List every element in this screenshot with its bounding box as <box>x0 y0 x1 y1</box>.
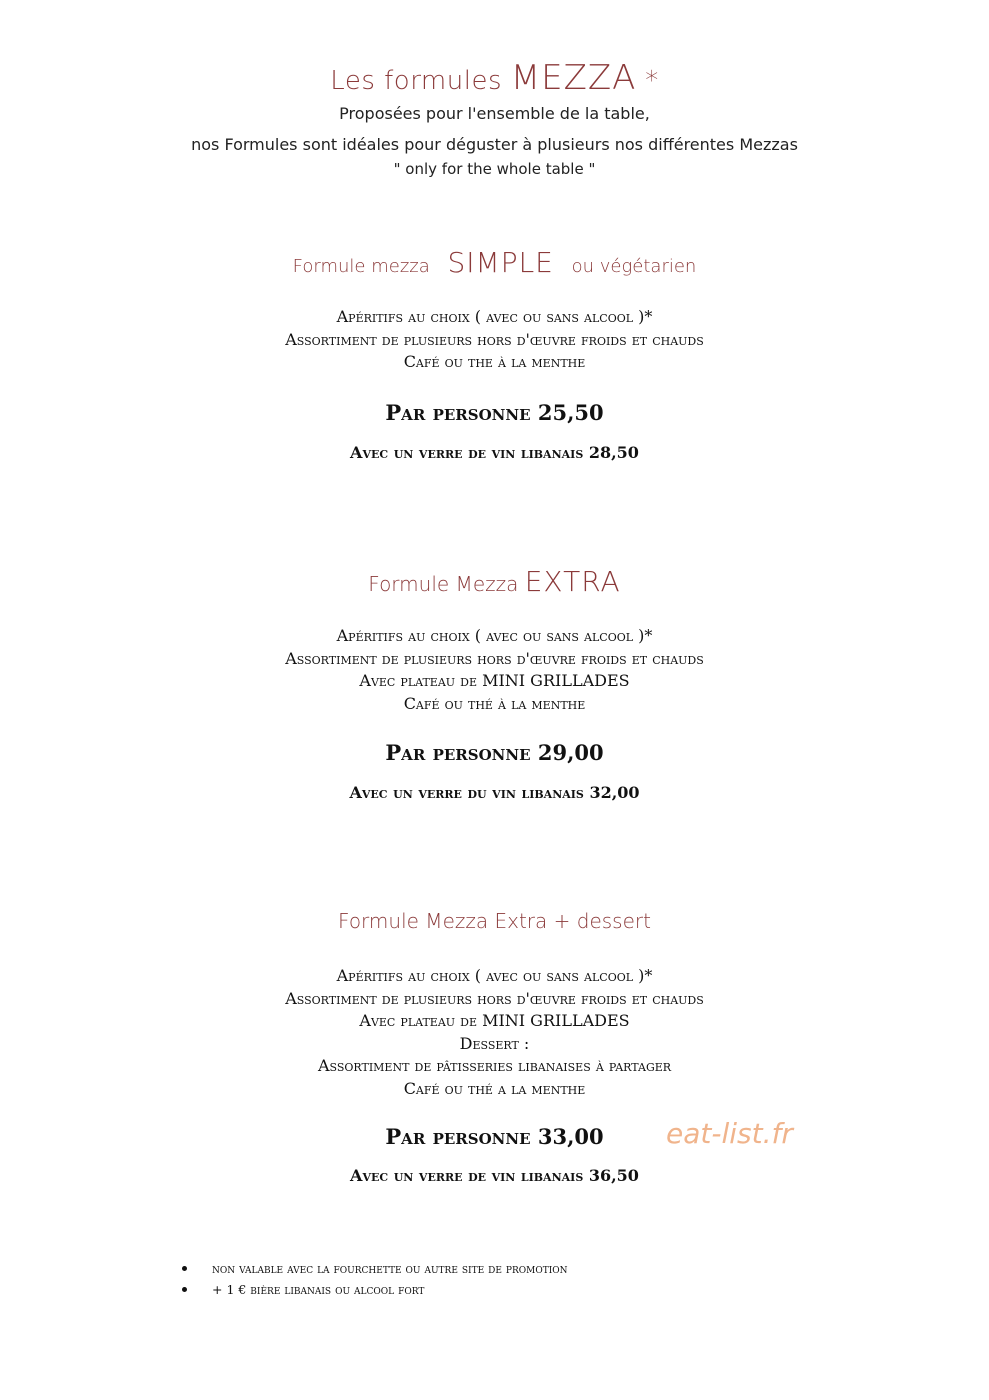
formula-extra-items <box>0 625 989 715</box>
menu-item: Dessert : <box>459 1033 530 1053</box>
intro-line-1: Proposées pour l'ensemble de la table, <box>339 104 650 123</box>
watermark: eat-list.fr <box>666 1117 793 1150</box>
footnote-text: + 1 € bière libanais ou alcool fort <box>212 1282 425 1297</box>
formula-extra-dessert-price: Par personne 33,00 <box>385 1124 604 1149</box>
formula-extra-title-prefix: Formule Mezza <box>368 572 519 596</box>
formula-simple-price: Par personne 25,50 <box>385 400 604 425</box>
page-title <box>0 58 989 98</box>
menu-item: Assortiment de plusieurs hors d'œuvre froids et chauds <box>285 329 704 349</box>
formula-extra-dessert-items <box>0 965 989 1100</box>
menu-item: Café ou the à la menthe <box>403 352 586 371</box>
menu-item: Assortiment de pâtisseries libanaises à partager <box>317 1056 672 1075</box>
footnote-text: non valable avec la fourchette ou autre site de promotion <box>212 1261 568 1276</box>
menu-item: Apéritifs au choix ( avec ou sans alcool )* <box>336 966 653 985</box>
menu-item: Avec plateau de MINI GRILLADES <box>359 1011 630 1030</box>
formula-simple-title-suffix: ou végétarien <box>571 256 697 277</box>
page-title-suffix: * <box>645 66 659 96</box>
formula-simple-title-prefix: Formule mezza <box>292 256 430 277</box>
formula-simple-wine-price: Avec un verre de vin libanais 28,50 <box>350 443 639 462</box>
menu-item: Avec plateau de MINI GRILLADES <box>359 671 630 690</box>
bullet-icon <box>182 1287 187 1292</box>
footnote-item <box>180 1279 568 1300</box>
menu-item: Assortiment de plusieurs hors d'œuvre froids et chauds <box>285 648 704 668</box>
formula-simple-title <box>0 246 989 279</box>
page-title-big: MEZZA <box>510 58 637 98</box>
formula-extra-title-big: EXTRA <box>524 565 621 598</box>
menu-item: Café ou thé a la menthe <box>403 1078 586 1098</box>
formula-extra-dessert-wine-price: Avec un verre de vin libanais 36,50 <box>350 1166 639 1185</box>
formula-extra-price: Par personne 29,00 <box>385 740 604 765</box>
bullet-icon <box>182 1266 187 1271</box>
page-title-prefix: Les formules <box>330 66 502 96</box>
menu-item: Assortiment de plusieurs hors d'œuvre froids et chauds <box>285 988 704 1008</box>
formula-extra-wine-price: Avec un verre du vin libanais 32,00 <box>349 783 640 802</box>
menu-item: Café ou thé à la menthe <box>403 693 586 713</box>
menu-item: Apéritifs au choix ( avec ou sans alcool )* <box>336 307 653 326</box>
formula-extra-title <box>0 565 989 598</box>
formula-extra-dessert-title: Formule Mezza Extra + dessert <box>338 909 651 933</box>
footnotes <box>180 1258 568 1300</box>
menu-item: Apéritifs au choix ( avec ou sans alcool )* <box>336 626 653 645</box>
formula-simple-items <box>0 306 989 374</box>
footnote-item <box>180 1258 568 1279</box>
intro-line-3: " only for the whole table " <box>393 160 596 178</box>
formula-simple-title-big: SIMPLE <box>447 246 554 279</box>
intro-line-2: nos Formules sont idéales pour déguster à plusieurs nos différentes Mezzas <box>191 135 798 154</box>
